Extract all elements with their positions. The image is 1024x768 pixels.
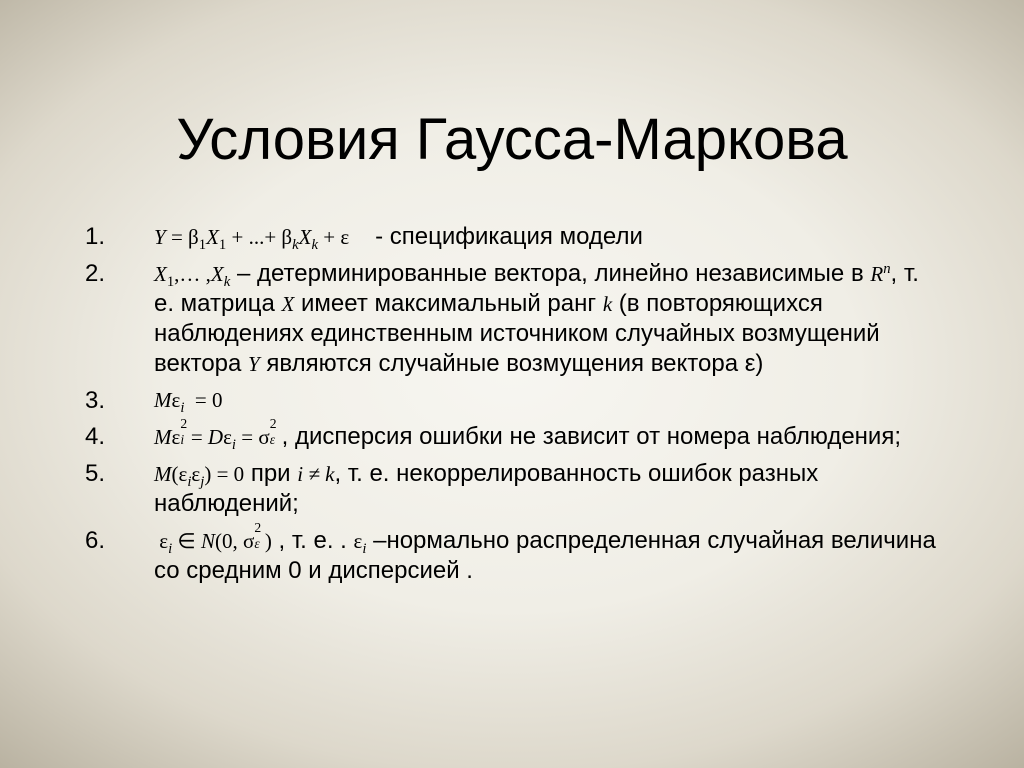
condition-4 (85, 415, 945, 454)
condition-5 (85, 459, 945, 519)
condition-5-text-a: при (244, 460, 298, 487)
model-specification-formula: $Y = \beta_1X_1$ + ...+ $\beta_kX_k + \varepsilon$ (154, 225, 355, 254)
condition-4-text: , дисперсия ошибки не зависит от номера наблюдения; (274, 423, 901, 450)
condition-2-text-e: являются случайные возмущения вектора ε) (259, 350, 764, 377)
normality-formula: $\varepsilon_i$ ∈ N(0, σ 2 ε ) (154, 519, 272, 558)
regressor-vectors: $X_1,\dots$ $,X_k$ (154, 262, 231, 291)
condition-2-text-a: – детерминированные вектора, линейно независимые в (230, 260, 871, 287)
condition-1-text: - спецификация модели (368, 223, 643, 250)
condition-2-text-c: имеет максимальный ранг (294, 290, 603, 317)
epsilon-i: $\varepsilon_i$ (353, 529, 367, 558)
no-autocorrelation-formula: $M(\varepsilon_i\varepsilon_j) = 0$ (154, 462, 245, 491)
space-rn: $R^n$ (870, 261, 891, 286)
item-number: 3. (85, 387, 106, 414)
homoscedasticity-formula: Mε 2 i = $D\varepsilon_i = \sigma$ 2 ε (154, 415, 277, 454)
item-number: 4. (85, 423, 106, 450)
condition-1 (85, 222, 945, 252)
conditions-list (85, 222, 945, 593)
condition-i-neq-k: i ≠ k (297, 462, 335, 486)
item-number: 2. (85, 260, 106, 287)
item-number: 1. (85, 223, 106, 250)
condition-2-text-b: , т. е. матрица (154, 260, 919, 317)
slide-title: Условия Гаусса-Маркова (176, 107, 848, 172)
item-number: 6. (85, 527, 106, 554)
item-number: 5. (85, 460, 106, 487)
matrix-x: X (281, 292, 295, 316)
condition-5-text-b: , т. е. некоррелированность ошибок разных наблюдений; (154, 460, 819, 517)
condition-2-text-d: (в повторяющихся наблюдениях единственным источником случайных возмущений вектора (154, 290, 880, 377)
condition-3 (85, 386, 945, 415)
condition-2 (85, 259, 945, 379)
condition-6-text-a: , т. е. . (271, 527, 354, 554)
zero-mean-formula: $M\varepsilon_i = 0$ (154, 388, 223, 417)
rank-k: k (602, 292, 613, 316)
condition-6 (85, 519, 945, 586)
vector-y: Y (248, 352, 260, 376)
condition-6-text-b: –нормально распределенная случайная величина со средним 0 и дисперсией . (154, 527, 936, 584)
